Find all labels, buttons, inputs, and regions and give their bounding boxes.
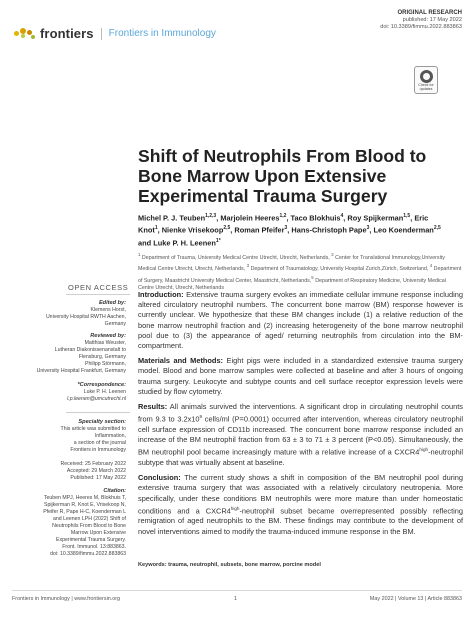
correspondence-section	[26, 382, 126, 403]
affiliation-text: Department of Surgery, Maastricht University Medical Center, Maastricht, Netherlands,	[138, 266, 462, 284]
reviewer-line: Matthias Weuster,	[84, 340, 126, 346]
citation-line: Front. Immunol. 13:883863.	[62, 544, 126, 550]
check-updates-icon	[420, 70, 433, 83]
citation-section	[26, 488, 126, 558]
conclusion-superscript: high	[230, 505, 240, 511]
article-meta	[380, 10, 462, 31]
author-name[interactable]: Roy Spijkerman	[347, 213, 404, 223]
specialty-line: a section of the journal	[73, 440, 126, 446]
footer-journal[interactable]: Frontiers in Immunology | www.frontiersin.org	[12, 596, 121, 602]
citation-line: Neutrophils From Blood to Bone	[52, 523, 126, 529]
correspondence-name: Luke P. H. Leenen	[83, 389, 126, 395]
specialty-line: Inflammation,	[94, 433, 126, 439]
reviewer-line: Lutheran Diakonissenanstalt to	[54, 347, 126, 353]
citation-label: Citation:	[103, 488, 126, 494]
specialty-section	[26, 419, 126, 454]
author-affiliation-ref: 1	[154, 225, 158, 232]
reviewed-by-section	[26, 333, 126, 375]
author-name[interactable]: Luke P. H. Leenen	[153, 238, 216, 248]
edited-by-section	[26, 300, 126, 328]
citation-line: Pfeifer R, Pape H-C, Koenderman L	[43, 509, 126, 515]
editor-line: Klemens Horst,	[90, 307, 126, 313]
author-name[interactable]: Eric Knot	[138, 213, 429, 235]
abstract-conclusion	[138, 473, 463, 537]
frontiers-logo[interactable]	[14, 26, 216, 41]
page-header	[0, 0, 474, 60]
keywords	[138, 562, 463, 568]
article-type: ORIGINAL RESEARCH	[397, 10, 462, 16]
reviewed-by-label: Reviewed by:	[90, 333, 126, 339]
affiliation-text: Department of Respiratory Medicine, University Medical Centre Utrecht, Utrecht, Netherlands	[138, 277, 446, 291]
specialty-line: This article was submitted to	[60, 426, 126, 432]
citation-line: and Leenen LPH (2022) Shift of	[53, 516, 126, 522]
conclusion-text: The current study shows a shift in composition of the BM neutrophil pool during extensive trauma surgery that was associated with a relatively circulatory neutropenia. More specifically, under these conditions BM neutrophils were more mature than under homeostatic conditions and a CXCR4	[138, 473, 464, 516]
citation-line: Teuben MPJ, Heeres M, Blokhuis T,	[43, 495, 126, 501]
author-affiliation-ref: 3	[366, 225, 370, 232]
citation-line: Experimental Trauma Surgery.	[56, 537, 126, 543]
author-affiliation-ref: 2,5	[223, 225, 231, 232]
affiliation-text: Department of Trauma, University Medical Centre Utrecht, Utrecht, Netherlands,	[140, 254, 332, 261]
edited-by-label: Edited by:	[98, 300, 126, 306]
brand-name: frontiers	[40, 26, 94, 41]
introduction-text: Extensive trauma surgery evokes an immediate cellular immune response including altered circulatory neutrophil numbers. The concurrent bone marrow (BM) response however is currently unclear. We hypothesize that these BM changes include (1) a relative reduction of the bone marrow neutrophil fraction and (2) increasing heterogeneity of the bone marrow neutrophil pool due to (3) the appearance of aged/ returning neutrophils from circulation into the BM-compartment.	[138, 290, 463, 351]
results-superscript: 9	[199, 414, 203, 420]
article-title: Shift of Neutrophils From Blood to Bone Marrow Upon Extensive Experimental Trauma Surgery	[138, 146, 427, 206]
header-divider	[101, 28, 102, 40]
results-text: All animals survived the interventions. A significant drop in circulating neutrophil counts from 9.3 to 3.2x10	[138, 402, 463, 424]
affiliation-text: Center for Translational Immunology,	[333, 254, 422, 261]
journal-name[interactable]: Frontiers in Immunology	[108, 28, 216, 39]
results-text: -neutrophil subtype that was virtually absent at baseline.	[138, 447, 463, 467]
conclusion-text: -neutrophil subset became overrepresented possibly reflecting remigration of aged neutrophils to the BM. These findings may contribute to the development of novel interventions aimed to modify the trauma-induced immune response in the BM.	[138, 506, 463, 536]
author-affiliation-ref: 1,2,3	[205, 213, 217, 219]
author-affiliation-ref: 2,5	[433, 225, 441, 232]
results-heading: Results:	[138, 402, 168, 412]
author-affiliation-ref: 1,5	[403, 213, 411, 219]
correspondence-label: *Correspondence:	[77, 382, 126, 388]
specialty-label: Specialty section:	[78, 419, 126, 425]
results-superscript: high	[419, 447, 429, 453]
methods-text: Eight pigs were included in a standardized extensive trauma surgery model. Blood and bone marrow samples were collected at baseline and after 3 hours of ongoing trauma surgery. Leukocyte and subtype counts and cell surface receptor expression levels were studied by flow cytometry.	[138, 356, 463, 396]
author-name[interactable]: Michel P. J. Teuben	[138, 213, 206, 223]
affiliation-text: Zürich, Switzerland,	[381, 266, 430, 273]
reviewer-line: University Hospital Frankfurt, Germany	[36, 368, 126, 374]
author-affiliation-ref: 4	[340, 213, 344, 219]
reviewer-line: Philipp Störmann,	[85, 361, 126, 367]
author-affiliation-ref: 1*	[215, 237, 221, 244]
sidebar-divider	[66, 412, 130, 413]
citation-line: Marrow Upon Extensive	[70, 530, 126, 536]
correspondence-email[interactable]: l.p.leenen@umcutrecht.nl	[67, 396, 126, 402]
affiliation-number: 3	[246, 263, 250, 269]
affiliation-number: 2	[331, 252, 334, 257]
affiliations	[138, 251, 463, 292]
abstract-results	[138, 402, 463, 468]
abstract	[138, 290, 463, 542]
author-affiliation-ref: 1,2	[279, 213, 287, 219]
open-access-label: OPEN ACCESS	[68, 283, 129, 292]
sidebar-divider	[66, 294, 130, 295]
editor-line: University Hospital RWTH Aachen,	[45, 314, 126, 320]
article-doi[interactable]: doi: 10.3389/fimmu.2022.883863	[380, 24, 462, 30]
page-number: 1	[234, 596, 237, 602]
affiliation-number: 4	[429, 263, 433, 269]
author-name[interactable]: Nienke Vrisekoop	[161, 225, 224, 235]
footer-volume: May 2022 | Volume 13 | Article 883863	[369, 596, 462, 602]
editor-line: Germany	[104, 321, 126, 327]
check-for-updates-badge[interactable]	[414, 66, 438, 94]
introduction-heading: Introduction:	[138, 290, 184, 299]
author-affiliation-ref: 3	[284, 225, 288, 232]
author-name[interactable]: Marjolein Heeres	[220, 213, 280, 223]
author-name[interactable]: Leo Koenderman	[373, 225, 434, 235]
published-date: published: 17 May 2022	[402, 17, 462, 23]
citation-line: Spijkerman R, Knot E, Vrisekoop N,	[44, 502, 126, 508]
affiliation-number: 1	[138, 252, 141, 257]
check-updates-label: Check for updates	[418, 83, 434, 91]
affiliation-number: 5	[311, 274, 314, 280]
abstract-methods	[138, 356, 463, 397]
keywords-label: Keywords:	[138, 562, 167, 568]
published-date-sidebar: Published: 17 May 2022	[70, 475, 126, 481]
results-text: cells/ml (P=0.0001) occurred after intervention, whereas circulatory neutrophil cell surface expression of CD11b increased. The concurrent bone marrow response included an increase of the BM neutrophil fraction from 63 ± 3 to 71 ± 3 percent (P<0.05). Simultaneously, the BM neutrophil pool became increasingly mature with a relative increase of a CXCR4	[138, 414, 464, 457]
author-list: Michel P. J. Teuben$^{1,2,3}$, Marjolein Heeres$^{1,2}$, Taco Blokhuis$^4$, Roy Spijkerman$^{1,5}$, Eric Knot$^1$, Nienke Vrisekoop$^{2,5}$, Roman Pfeifer$^3$, Hans-Christoph Pape$^3$, Leo Koenderman$^{2,5}$ and Luke P. H. Leenen$^{1*}$	[138, 213, 441, 248]
citation-doi[interactable]: doi: 10.3389/fimmu.2022.883863	[50, 551, 126, 557]
accepted-date: Accepted: 29 March 2022	[66, 468, 126, 474]
keywords-text: trauma, neutrophil, subsets, bone marrow, porcine model	[168, 562, 321, 568]
received-date: Received: 25 February 2022	[60, 461, 126, 467]
specialty-line: Frontiers in Immunology	[70, 447, 126, 453]
methods-heading: Materials and Methods:	[138, 356, 224, 366]
dates-section	[26, 461, 126, 482]
affiliation-text: University Medical Centre Utrecht, Utrecht, Netherlands,	[138, 254, 445, 273]
reviewer-line: Flensburg, Germany	[78, 354, 126, 360]
affiliation-text: Department of Traumatology, University Hospital Zurich,	[249, 266, 382, 273]
footer-divider	[12, 590, 462, 591]
abstract-introduction	[138, 290, 463, 351]
author-name[interactable]: Taco Blokhuis	[290, 213, 341, 223]
author-name[interactable]: Hans-Christoph Pape	[291, 225, 367, 235]
frontiers-logo-icon	[14, 28, 36, 40]
author-name[interactable]: Roman Pfeifer	[234, 225, 285, 235]
conclusion-heading: Conclusion:	[138, 473, 181, 483]
